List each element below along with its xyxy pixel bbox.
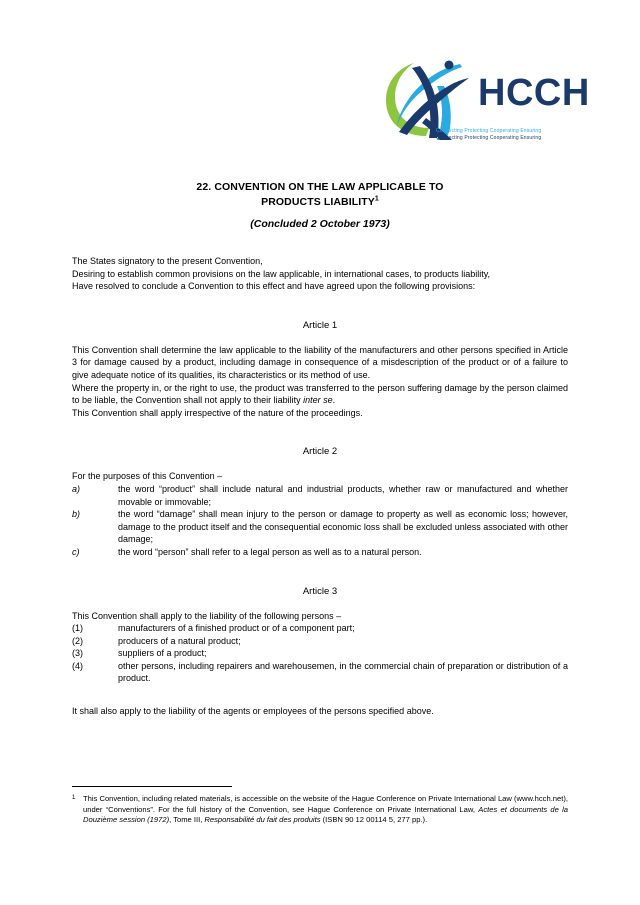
list-item-text: the word “product” shall include natural and industrial products, whether raw or manufactured and whether movable or immovable; [118, 483, 568, 507]
article-2-list [72, 483, 568, 559]
hcch-logo [382, 52, 590, 152]
list-item-text: suppliers of a product; [118, 648, 207, 659]
page-title [72, 180, 568, 210]
document-subtitle: (Concluded 2 October 1973) [250, 218, 390, 230]
spacer [72, 419, 568, 445]
list-item-marker: (3) [72, 648, 83, 659]
list-item-text: the word “damage” shall mean injury to the person or damage to property as well as economic loss; however, damage to the product itself and the consequential economic loss shall be excluded unless associated with other damage; [118, 509, 568, 545]
list-item [72, 660, 568, 685]
article-1-inter-se: inter se [303, 395, 333, 406]
article-1-paragraph-3: This Convention shall apply irrespective of the nature of the proceedings. [72, 407, 363, 418]
hcch-tagline-line-2: Connecting Protecting Cooperating Ensuring [436, 135, 542, 141]
preamble-line-1: The States signatory to the present Convention, [72, 256, 263, 266]
footnote-italic-1: Actes et documents de la Douzième session (1972) [83, 804, 568, 825]
spacer [72, 559, 568, 585]
title-line-2: PRODUCTS LIABILITY [261, 196, 375, 208]
list-item-marker: (2) [72, 635, 83, 646]
footnote-part-1: This Convention, including related materials, is accessible on the website of the Hague Conference on Private International Law (www.hcch.net), under “Conventions”. For the full history of the Convention, see Hague Conference on Private International Law, [83, 794, 568, 814]
list-item [72, 647, 568, 660]
list-item-marker: (4) [72, 660, 83, 671]
spacer [72, 458, 568, 470]
list-item-marker: c) [72, 546, 80, 557]
list-item [72, 508, 568, 546]
article-3-list [72, 622, 568, 685]
article-3-heading: Article 3 [302, 585, 338, 597]
article-1-heading: Article 1 [302, 319, 338, 331]
article-1-paragraph-2 [72, 382, 568, 407]
spacer [72, 598, 568, 610]
title-footnote-marker: 1 [374, 195, 379, 203]
footnote-marker: 1 [72, 795, 76, 801]
spacer [72, 685, 568, 705]
hcch-tagline-line-1: Connecting Protecting Cooperating Ensuring [436, 128, 542, 134]
footnote-area [72, 786, 568, 826]
list-item [72, 635, 568, 648]
article-2-lead: For the purposes of this Convention – [72, 471, 223, 482]
list-item-marker: b) [72, 509, 81, 520]
list-item [72, 622, 568, 635]
list-item-text: producers of a natural product; [118, 635, 241, 646]
list-item-text: manufacturers of a finished product or of a component part; [118, 623, 355, 634]
preamble-line-2: Desiring to establish common provisions on the law applicable, in international cases, to products liability, [72, 268, 491, 279]
document-body [72, 255, 568, 718]
footnote-1 [72, 794, 568, 826]
footnote-part-3: (ISBN 90 12 00114 5, 277 pp.). [320, 815, 428, 825]
title-line-1: 22. CONVENTION ON THE LAW APPLICABLE TO [196, 181, 444, 193]
article-2-heading: Article 2 [302, 446, 338, 458]
list-item [72, 483, 568, 508]
article-3-closing: It shall also apply to the liability of the agents or employees of the persons specified above. [72, 706, 434, 717]
list-item-text: the word “person” shall refer to a legal person as well as to a natural person. [118, 546, 422, 557]
footnote-part-2: , Tome III, [169, 815, 205, 825]
hcch-wordmark: HCCH [478, 72, 590, 114]
footnote-separator-rule [72, 786, 232, 787]
article-1-paragraph-2-text: Where the property in, or the right to use, the product was transferred to the person suffering damage by the person claimed to be liable, the Convention shall not apply to their liability [72, 382, 568, 406]
spacer [72, 293, 568, 319]
footnote-italic-2: Responsabilité du fait des produits [204, 815, 321, 825]
list-item [72, 546, 568, 559]
list-item-text: other persons, including repairers and warehousemen, in the commercial chain of preparation or distribution of a product. [118, 660, 568, 684]
preamble-line-3: Have resolved to conclude a Convention to this effect and have agreed upon the following provisions: [72, 281, 476, 292]
spacer [72, 332, 568, 344]
article-1-paragraph-2-tail: . [332, 395, 336, 406]
hcch-tagline [436, 128, 572, 142]
article-3-lead: This Convention shall apply to the liability of the following persons – [72, 610, 342, 621]
list-item-marker: (1) [72, 623, 83, 634]
list-item-marker: a) [72, 483, 81, 494]
article-1-paragraph-1: This Convention shall determine the law applicable to the liability of the manufacturers and other persons specified in Article 3 for damage caused by a product, including damage in consequence of a misdescription of the product or of a failure to give adequate notice of its qualities, its characteristics or its method of use. [72, 344, 568, 380]
